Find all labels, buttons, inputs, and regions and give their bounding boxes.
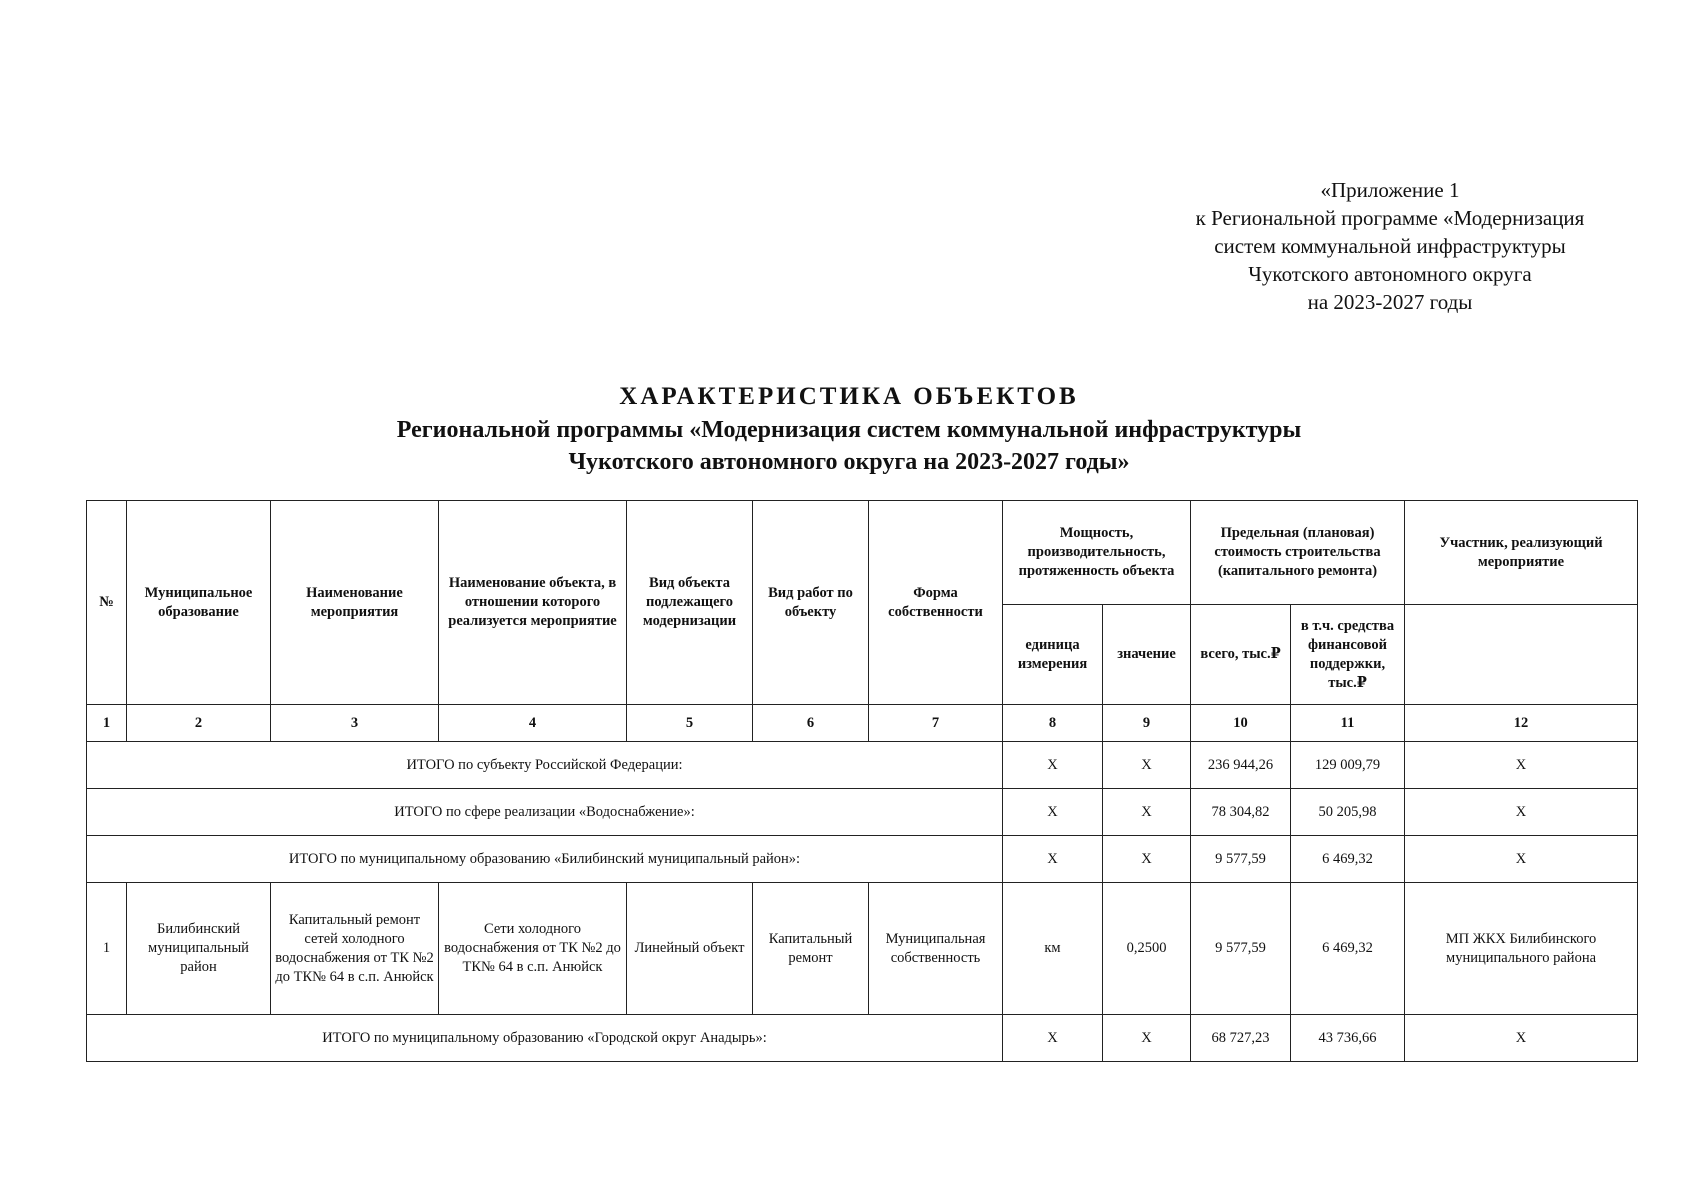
column-number: 7 bbox=[869, 705, 1003, 742]
header-num: № bbox=[87, 501, 127, 705]
total-cost: 68 727,23 bbox=[1191, 1015, 1291, 1062]
column-number-row bbox=[87, 705, 1638, 742]
total-participant: Х bbox=[1405, 1015, 1638, 1062]
total-row-anadyr bbox=[87, 1015, 1638, 1062]
total-participant: Х bbox=[1405, 742, 1638, 789]
header-total: всего, тыс.₽ bbox=[1191, 605, 1291, 705]
header-value: значение bbox=[1103, 605, 1191, 705]
item-measure: Капитальный ремонт сетей холодного водоснабжения от ТК №2 до ТК№ 64 в с.п. Анюйск bbox=[271, 883, 439, 1015]
annex-line-4: Чукотского автономного округа bbox=[1248, 262, 1532, 286]
annex-line-2: к Региональной программе «Модернизация bbox=[1195, 206, 1585, 230]
total-unit: Х bbox=[1003, 742, 1103, 789]
total-label: ИТОГО по муниципальному образованию «Билибинский муниципальный район»: bbox=[87, 836, 1003, 883]
document-title bbox=[0, 380, 1698, 478]
header-work-type: Вид работ по объекту bbox=[753, 501, 869, 705]
column-number: 5 bbox=[627, 705, 753, 742]
title-subtitle-2: Чукотского автономного округа на 2023-2027 годы» bbox=[568, 449, 1130, 475]
total-unit: Х bbox=[1003, 1015, 1103, 1062]
column-number: 1 bbox=[87, 705, 127, 742]
total-value: Х bbox=[1103, 789, 1191, 836]
item-municipality: Билибинский муниципальный район bbox=[127, 883, 271, 1015]
column-number: 10 bbox=[1191, 705, 1291, 742]
header-municipality: Муниципальное образование bbox=[127, 501, 271, 705]
total-support: 129 009,79 bbox=[1291, 742, 1405, 789]
total-support: 50 205,98 bbox=[1291, 789, 1405, 836]
objects-table bbox=[86, 500, 1638, 1062]
total-label: ИТОГО по субъекту Российской Федерации: bbox=[87, 742, 1003, 789]
annex-note bbox=[1130, 176, 1650, 316]
column-number: 2 bbox=[127, 705, 271, 742]
header-unit: единица измерения bbox=[1003, 605, 1103, 705]
annex-line-5: на 2023-2027 годы bbox=[1307, 290, 1473, 314]
total-value: Х bbox=[1103, 836, 1191, 883]
total-cost: 236 944,26 bbox=[1191, 742, 1291, 789]
item-work-type: Капитальный ремонт bbox=[753, 883, 869, 1015]
total-unit: Х bbox=[1003, 836, 1103, 883]
total-value: Х bbox=[1103, 742, 1191, 789]
item-total: 9 577,59 bbox=[1191, 883, 1291, 1015]
item-participant: МП ЖКХ Билибинского муниципального района bbox=[1405, 883, 1638, 1015]
total-label: ИТОГО по сфере реализации «Водоснабжение»: bbox=[87, 789, 1003, 836]
column-number: 3 bbox=[271, 705, 439, 742]
header-cost: Предельная (плановая) стоимость строительства (капитального ремонта) bbox=[1191, 501, 1405, 605]
column-number: 12 bbox=[1405, 705, 1638, 742]
item-num: 1 bbox=[87, 883, 127, 1015]
header-object-name: Наименование объекта, в отношении которого реализуется мероприятие bbox=[439, 501, 627, 705]
header-measure: Наименование мероприятия bbox=[271, 501, 439, 705]
column-number: 4 bbox=[439, 705, 627, 742]
total-row-bilibino bbox=[87, 836, 1638, 883]
item-unit: км bbox=[1003, 883, 1103, 1015]
total-unit: Х bbox=[1003, 789, 1103, 836]
total-value: Х bbox=[1103, 1015, 1191, 1062]
total-cost: 78 304,82 bbox=[1191, 789, 1291, 836]
column-number: 11 bbox=[1291, 705, 1405, 742]
column-number: 9 bbox=[1103, 705, 1191, 742]
item-object-type: Линейный объект bbox=[627, 883, 753, 1015]
total-participant: Х bbox=[1405, 836, 1638, 883]
header-row-1 bbox=[87, 501, 1638, 605]
column-number: 8 bbox=[1003, 705, 1103, 742]
total-row-subject bbox=[87, 742, 1638, 789]
annex-line-1: «Приложение 1 bbox=[1320, 178, 1460, 202]
total-support: 43 736,66 bbox=[1291, 1015, 1405, 1062]
item-support: 6 469,32 bbox=[1291, 883, 1405, 1015]
total-support: 6 469,32 bbox=[1291, 836, 1405, 883]
header-support: в т.ч. средства финансовой поддержки, тыс.₽ bbox=[1291, 605, 1405, 705]
item-ownership: Муниципальная собственность bbox=[869, 883, 1003, 1015]
header-participant-empty bbox=[1405, 605, 1638, 705]
header-participant: Участник, реализующий мероприятие bbox=[1405, 501, 1638, 605]
total-cost: 9 577,59 bbox=[1191, 836, 1291, 883]
header-ownership: Форма собственности bbox=[869, 501, 1003, 705]
total-participant: Х bbox=[1405, 789, 1638, 836]
item-value: 0,2500 bbox=[1103, 883, 1191, 1015]
table-row bbox=[87, 883, 1638, 1015]
column-number: 6 bbox=[753, 705, 869, 742]
total-label: ИТОГО по муниципальному образованию «Городской округ Анадырь»: bbox=[87, 1015, 1003, 1062]
annex-line-3: систем коммунальной инфраструктуры bbox=[1214, 234, 1566, 258]
total-row-water-supply bbox=[87, 789, 1638, 836]
header-capacity: Мощность, производительность, протяженность объекта bbox=[1003, 501, 1191, 605]
header-object-type: Вид объекта подлежащего модернизации bbox=[627, 501, 753, 705]
title-main: ХАРАКТЕРИСТИКА ОБЪЕКТОВ bbox=[619, 383, 1079, 410]
title-subtitle-1: Региональной программы «Модернизация систем коммунальной инфраструктуры bbox=[396, 417, 1302, 443]
item-object-name: Сети холодного водоснабжения от ТК №2 до ТК№ 64 в с.п. Анюйск bbox=[439, 883, 627, 1015]
